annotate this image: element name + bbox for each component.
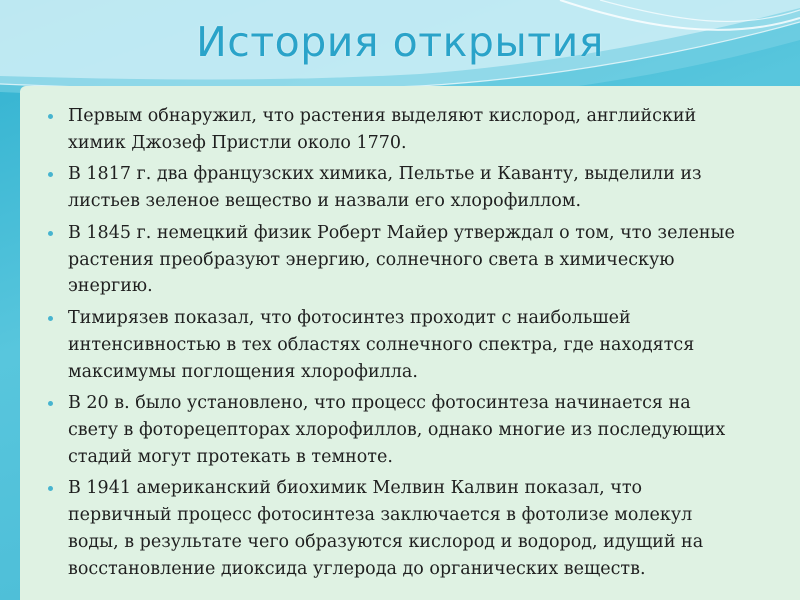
list-item (46, 220, 746, 300)
bullet-dot-icon (48, 231, 53, 236)
bullet-dot-icon (48, 316, 53, 321)
list-item (46, 161, 746, 215)
bullet-dot-icon (48, 401, 53, 406)
bullet-text: Первым обнаружил, что растения выделяют кислород, английский химик Джозеф Пристли около 1770. (68, 106, 697, 153)
bullet-text: Тимирязев показал, что фотосинтез проходит с наибольшей интенсивностью в тех областях солнечного спектра, где находятся максимумы поглощения хлорофилла. (68, 307, 695, 382)
bullet-list (46, 103, 746, 587)
list-item (46, 103, 746, 157)
list-item (46, 305, 746, 385)
bullet-text: В 1845 г. немецкий физик Роберт Майер утверждал о том, что зеленые растения преобразуют энергию, солнечного света в химическую энергию. (68, 222, 735, 297)
bullet-dot-icon (48, 172, 53, 177)
list-item (46, 475, 746, 582)
bullet-dot-icon (48, 486, 53, 491)
list-item (46, 390, 746, 470)
bullet-dot-icon (48, 114, 53, 119)
bullet-text: В 1941 американский биохимик Мелвин Калвин показал, что первичный процесс фотосинтеза заключается в фотолизе молекул воды, в результате чего образуются кислород и водород, идущий на восстановление диоксида углерода до органических веществ. (68, 478, 704, 579)
slide-title: История открытия (196, 18, 604, 66)
bullet-text: В 1817 г. два французских химика, Пельтье и Каванту, выделили из листьев зеленое вещество и назвали его хлорофиллом. (68, 164, 702, 212)
bullet-text: В 20 в. было установлено, что процесс фотосинтеза начинается на свету в фоторецепторах хлорофиллов, однако многие из последующих стадий могут протекать в темноте. (68, 393, 726, 467)
